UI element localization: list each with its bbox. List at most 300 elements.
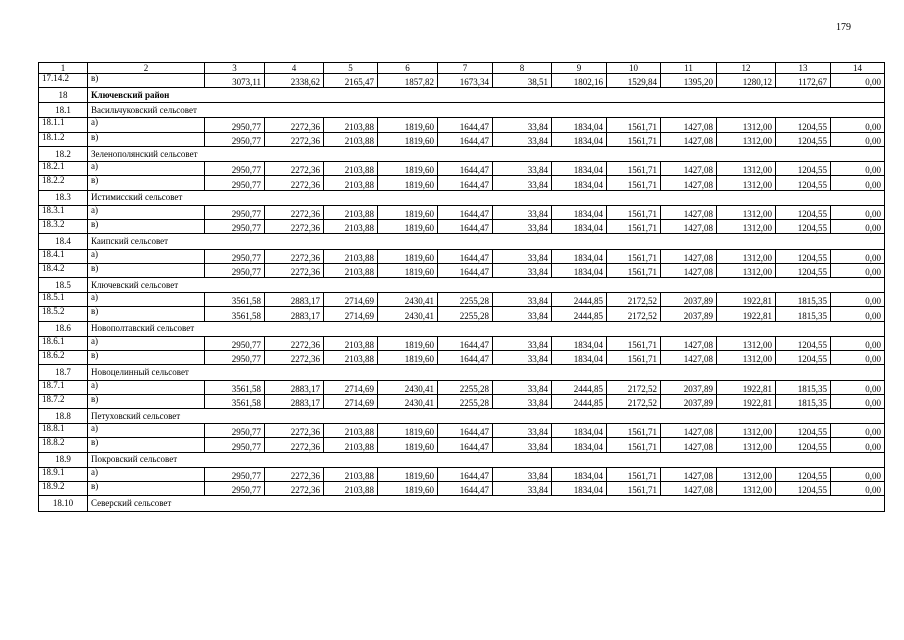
value-cell: 33,84 bbox=[493, 118, 552, 132]
table-row bbox=[39, 205, 885, 219]
value-cell: 1312,00 bbox=[717, 263, 776, 277]
value-cell: 2950,77 bbox=[205, 220, 265, 234]
value-cell: 1427,08 bbox=[661, 249, 717, 263]
value-cell: 1644,47 bbox=[438, 263, 493, 277]
value-cell: 2103,88 bbox=[324, 351, 378, 365]
value-cell: 2103,88 bbox=[324, 424, 378, 438]
table-row bbox=[39, 467, 885, 481]
row-code: 18.6.1 bbox=[39, 336, 88, 350]
value-cell: 0,00 bbox=[831, 205, 885, 219]
value-cell: 1673,34 bbox=[438, 74, 493, 88]
value-cell: 1834,04 bbox=[552, 176, 607, 190]
value-cell: 1312,00 bbox=[717, 482, 776, 496]
value-cell: 1644,47 bbox=[438, 438, 493, 452]
value-cell: 1312,00 bbox=[717, 336, 776, 350]
value-cell: 2103,88 bbox=[324, 467, 378, 481]
row-code: 18.7.2 bbox=[39, 394, 88, 408]
row-code: 18.3.1 bbox=[39, 205, 88, 219]
value-cell: 1819,60 bbox=[378, 351, 438, 365]
value-cell: 1312,00 bbox=[717, 132, 776, 146]
value-cell: 2950,77 bbox=[205, 162, 265, 176]
row-code: 18.8.2 bbox=[39, 438, 88, 452]
row-label: а) bbox=[88, 467, 205, 481]
page-number: 179 bbox=[836, 22, 851, 33]
council-title: Петуховский сельсовет bbox=[88, 408, 885, 423]
value-cell: 1427,08 bbox=[661, 336, 717, 350]
value-cell: 1857,82 bbox=[378, 74, 438, 88]
council-title: Новоцелинный сельсовет bbox=[88, 365, 885, 380]
value-cell: 2950,77 bbox=[205, 263, 265, 277]
value-cell: 1561,71 bbox=[607, 424, 661, 438]
value-cell: 3561,58 bbox=[205, 293, 265, 307]
value-cell: 33,84 bbox=[493, 220, 552, 234]
value-cell: 1815,35 bbox=[776, 293, 831, 307]
value-cell: 1427,08 bbox=[661, 118, 717, 132]
value-cell: 1561,71 bbox=[607, 336, 661, 350]
district-code: 18 bbox=[39, 88, 88, 103]
value-cell: 33,84 bbox=[493, 176, 552, 190]
column-number-header bbox=[39, 63, 885, 74]
value-cell: 33,84 bbox=[493, 438, 552, 452]
value-cell: 2950,77 bbox=[205, 482, 265, 496]
value-cell: 33,84 bbox=[493, 293, 552, 307]
value-cell: 1644,47 bbox=[438, 351, 493, 365]
value-cell: 1819,60 bbox=[378, 482, 438, 496]
council-row bbox=[39, 365, 885, 380]
value-cell: 0,00 bbox=[831, 132, 885, 146]
value-cell: 1529,84 bbox=[607, 74, 661, 88]
value-cell: 1204,55 bbox=[776, 351, 831, 365]
value-cell: 1204,55 bbox=[776, 118, 831, 132]
value-cell: 2103,88 bbox=[324, 176, 378, 190]
value-cell: 2950,77 bbox=[205, 424, 265, 438]
column-header: 1 bbox=[39, 63, 88, 74]
council-row bbox=[39, 146, 885, 161]
value-cell: 1819,60 bbox=[378, 467, 438, 481]
column-header: 6 bbox=[378, 63, 438, 74]
value-cell: 2444,85 bbox=[552, 293, 607, 307]
value-cell: 1834,04 bbox=[552, 205, 607, 219]
value-cell: 1427,08 bbox=[661, 205, 717, 219]
value-cell: 0,00 bbox=[831, 482, 885, 496]
row-label: а) bbox=[88, 118, 205, 132]
value-cell: 1172,67 bbox=[776, 74, 831, 88]
value-cell: 1561,71 bbox=[607, 438, 661, 452]
value-cell: 0,00 bbox=[831, 176, 885, 190]
value-cell: 1834,04 bbox=[552, 482, 607, 496]
value-cell: 2430,41 bbox=[378, 394, 438, 408]
value-cell: 2037,89 bbox=[661, 307, 717, 321]
table-row bbox=[39, 351, 885, 365]
value-cell: 1204,55 bbox=[776, 132, 831, 146]
value-cell: 1561,71 bbox=[607, 467, 661, 481]
value-cell: 33,84 bbox=[493, 263, 552, 277]
value-cell: 2950,77 bbox=[205, 176, 265, 190]
value-cell: 1312,00 bbox=[717, 424, 776, 438]
value-cell: 2714,69 bbox=[324, 307, 378, 321]
council-row bbox=[39, 277, 885, 292]
value-cell: 1312,00 bbox=[717, 467, 776, 481]
table-row bbox=[39, 394, 885, 408]
value-cell: 1819,60 bbox=[378, 249, 438, 263]
row-code: 18.1.1 bbox=[39, 118, 88, 132]
table-row bbox=[39, 482, 885, 496]
value-cell: 2255,28 bbox=[438, 307, 493, 321]
council-title: Каипский сельсовет bbox=[88, 234, 885, 249]
council-title: Покровский сельсовет bbox=[88, 452, 885, 467]
value-cell: 2255,28 bbox=[438, 380, 493, 394]
value-cell: 2272,36 bbox=[265, 118, 324, 132]
value-cell: 0,00 bbox=[831, 263, 885, 277]
value-cell: 1834,04 bbox=[552, 424, 607, 438]
row-label: а) bbox=[88, 205, 205, 219]
value-cell: 1427,08 bbox=[661, 482, 717, 496]
value-cell: 0,00 bbox=[831, 394, 885, 408]
row-label: в) bbox=[88, 351, 205, 365]
council-code: 18.3 bbox=[39, 190, 88, 205]
value-cell: 2430,41 bbox=[378, 293, 438, 307]
value-cell: 2714,69 bbox=[324, 380, 378, 394]
row-code: 18.3.2 bbox=[39, 220, 88, 234]
row-label: в) bbox=[88, 394, 205, 408]
table-row bbox=[39, 132, 885, 146]
value-cell: 1561,71 bbox=[607, 263, 661, 277]
value-cell: 2103,88 bbox=[324, 132, 378, 146]
row-label: в) bbox=[88, 263, 205, 277]
value-cell: 1395,20 bbox=[661, 74, 717, 88]
value-cell: 1204,55 bbox=[776, 467, 831, 481]
table-row bbox=[39, 220, 885, 234]
value-cell: 2883,17 bbox=[265, 394, 324, 408]
column-header: 3 bbox=[205, 63, 265, 74]
council-code: 18.5 bbox=[39, 277, 88, 292]
council-code: 18.8 bbox=[39, 408, 88, 423]
value-cell: 2255,28 bbox=[438, 394, 493, 408]
value-cell: 2950,77 bbox=[205, 118, 265, 132]
value-cell: 1644,47 bbox=[438, 482, 493, 496]
value-cell: 1819,60 bbox=[378, 220, 438, 234]
column-header: 11 bbox=[661, 63, 717, 74]
value-cell: 1561,71 bbox=[607, 118, 661, 132]
row-label: в) bbox=[88, 482, 205, 496]
table-row bbox=[39, 74, 885, 88]
value-cell: 1204,55 bbox=[776, 176, 831, 190]
column-header: 8 bbox=[493, 63, 552, 74]
value-cell: 33,84 bbox=[493, 424, 552, 438]
value-cell: 2103,88 bbox=[324, 162, 378, 176]
value-cell: 2272,36 bbox=[265, 220, 324, 234]
value-cell: 3073,11 bbox=[205, 74, 265, 88]
value-cell: 1815,35 bbox=[776, 307, 831, 321]
value-cell: 1834,04 bbox=[552, 263, 607, 277]
row-label: а) bbox=[88, 336, 205, 350]
column-header: 2 bbox=[88, 63, 205, 74]
value-cell: 2444,85 bbox=[552, 394, 607, 408]
value-cell: 1561,71 bbox=[607, 220, 661, 234]
value-cell: 2883,17 bbox=[265, 307, 324, 321]
value-cell: 1819,60 bbox=[378, 263, 438, 277]
council-code: 18.9 bbox=[39, 452, 88, 467]
row-code: 18.6.2 bbox=[39, 351, 88, 365]
council-code: 18.6 bbox=[39, 321, 88, 336]
value-cell: 2444,85 bbox=[552, 307, 607, 321]
value-cell: 0,00 bbox=[831, 424, 885, 438]
value-cell: 1819,60 bbox=[378, 205, 438, 219]
value-cell: 2714,69 bbox=[324, 394, 378, 408]
value-cell: 2950,77 bbox=[205, 205, 265, 219]
council-code: 18.2 bbox=[39, 146, 88, 161]
value-cell: 0,00 bbox=[831, 307, 885, 321]
value-cell: 2103,88 bbox=[324, 263, 378, 277]
row-label: а) bbox=[88, 293, 205, 307]
council-row bbox=[39, 234, 885, 249]
value-cell: 2272,36 bbox=[265, 336, 324, 350]
value-cell: 1834,04 bbox=[552, 467, 607, 481]
row-label: в) bbox=[88, 132, 205, 146]
value-cell: 2103,88 bbox=[324, 205, 378, 219]
table-row bbox=[39, 176, 885, 190]
value-cell: 1427,08 bbox=[661, 438, 717, 452]
council-title: Истимисский сельсовет bbox=[88, 190, 885, 205]
value-cell: 2272,36 bbox=[265, 467, 324, 481]
value-cell: 1204,55 bbox=[776, 424, 831, 438]
row-code: 18.9.1 bbox=[39, 467, 88, 481]
value-cell: 2103,88 bbox=[324, 249, 378, 263]
value-cell: 1427,08 bbox=[661, 132, 717, 146]
value-cell: 1644,47 bbox=[438, 162, 493, 176]
council-code: 18.4 bbox=[39, 234, 88, 249]
value-cell: 1819,60 bbox=[378, 336, 438, 350]
value-cell: 1312,00 bbox=[717, 249, 776, 263]
value-cell: 2037,89 bbox=[661, 394, 717, 408]
row-label: в) bbox=[88, 220, 205, 234]
value-cell: 0,00 bbox=[831, 380, 885, 394]
value-cell: 1834,04 bbox=[552, 132, 607, 146]
value-cell: 1312,00 bbox=[717, 205, 776, 219]
value-cell: 2172,52 bbox=[607, 293, 661, 307]
column-header: 14 bbox=[831, 63, 885, 74]
council-title: Новополтавский сельсовет bbox=[88, 321, 885, 336]
value-cell: 1834,04 bbox=[552, 249, 607, 263]
value-cell: 2272,36 bbox=[265, 351, 324, 365]
value-cell: 2103,88 bbox=[324, 118, 378, 132]
value-cell: 1819,60 bbox=[378, 438, 438, 452]
table-row bbox=[39, 118, 885, 132]
value-cell: 1644,47 bbox=[438, 424, 493, 438]
value-cell: 1204,55 bbox=[776, 205, 831, 219]
table-row bbox=[39, 293, 885, 307]
column-header: 12 bbox=[717, 63, 776, 74]
value-cell: 1644,47 bbox=[438, 220, 493, 234]
value-cell: 1644,47 bbox=[438, 205, 493, 219]
value-cell: 1819,60 bbox=[378, 118, 438, 132]
value-cell: 3561,58 bbox=[205, 307, 265, 321]
value-cell: 1280,12 bbox=[717, 74, 776, 88]
value-cell: 33,84 bbox=[493, 132, 552, 146]
value-cell: 1204,55 bbox=[776, 162, 831, 176]
value-cell: 1204,55 bbox=[776, 482, 831, 496]
value-cell: 2950,77 bbox=[205, 438, 265, 452]
row-label: а) bbox=[88, 162, 205, 176]
value-cell: 1427,08 bbox=[661, 176, 717, 190]
value-cell: 1644,47 bbox=[438, 249, 493, 263]
value-cell: 1561,71 bbox=[607, 351, 661, 365]
row-label: в) bbox=[88, 438, 205, 452]
value-cell: 2172,52 bbox=[607, 380, 661, 394]
value-cell: 2430,41 bbox=[378, 380, 438, 394]
value-cell: 2272,36 bbox=[265, 249, 324, 263]
value-cell: 1922,81 bbox=[717, 293, 776, 307]
value-cell: 1204,55 bbox=[776, 220, 831, 234]
value-cell: 1312,00 bbox=[717, 351, 776, 365]
value-cell: 2037,89 bbox=[661, 293, 717, 307]
council-row bbox=[39, 496, 885, 511]
value-cell: 1819,60 bbox=[378, 424, 438, 438]
row-code: 18.4.1 bbox=[39, 249, 88, 263]
value-cell: 1644,47 bbox=[438, 336, 493, 350]
value-cell: 1561,71 bbox=[607, 205, 661, 219]
value-cell: 1204,55 bbox=[776, 249, 831, 263]
value-cell: 1427,08 bbox=[661, 467, 717, 481]
value-cell: 1819,60 bbox=[378, 162, 438, 176]
council-row bbox=[39, 103, 885, 118]
value-cell: 1834,04 bbox=[552, 351, 607, 365]
value-cell: 0,00 bbox=[831, 438, 885, 452]
value-cell: 2103,88 bbox=[324, 438, 378, 452]
table-row bbox=[39, 263, 885, 277]
council-row bbox=[39, 408, 885, 423]
value-cell: 33,84 bbox=[493, 307, 552, 321]
value-cell: 0,00 bbox=[831, 74, 885, 88]
value-cell: 2950,77 bbox=[205, 132, 265, 146]
value-cell: 2950,77 bbox=[205, 351, 265, 365]
table-row bbox=[39, 438, 885, 452]
council-title: Зеленополянский сельсовет bbox=[88, 146, 885, 161]
column-header: 4 bbox=[265, 63, 324, 74]
value-cell: 2103,88 bbox=[324, 336, 378, 350]
row-code: 18.5.1 bbox=[39, 293, 88, 307]
table-row bbox=[39, 162, 885, 176]
value-cell: 2430,41 bbox=[378, 307, 438, 321]
value-cell: 33,84 bbox=[493, 482, 552, 496]
value-cell: 33,84 bbox=[493, 249, 552, 263]
row-code: 18.7.1 bbox=[39, 380, 88, 394]
council-row bbox=[39, 321, 885, 336]
value-cell: 3561,58 bbox=[205, 380, 265, 394]
table-row bbox=[39, 336, 885, 350]
row-code: 17.14.2 bbox=[39, 74, 88, 88]
value-cell: 1427,08 bbox=[661, 424, 717, 438]
row-label: в) bbox=[88, 74, 205, 88]
row-label: в) bbox=[88, 176, 205, 190]
value-cell: 2172,52 bbox=[607, 307, 661, 321]
column-header: 7 bbox=[438, 63, 493, 74]
value-cell: 0,00 bbox=[831, 118, 885, 132]
value-cell: 1802,16 bbox=[552, 74, 607, 88]
value-cell: 1834,04 bbox=[552, 336, 607, 350]
value-cell: 1815,35 bbox=[776, 394, 831, 408]
table-row bbox=[39, 424, 885, 438]
value-cell: 2165,47 bbox=[324, 74, 378, 88]
value-cell: 2950,77 bbox=[205, 249, 265, 263]
value-cell: 1819,60 bbox=[378, 132, 438, 146]
value-cell: 2272,36 bbox=[265, 176, 324, 190]
value-cell: 1644,47 bbox=[438, 132, 493, 146]
value-cell: 33,84 bbox=[493, 467, 552, 481]
value-cell: 1427,08 bbox=[661, 351, 717, 365]
row-code: 18.5.2 bbox=[39, 307, 88, 321]
value-cell: 1204,55 bbox=[776, 263, 831, 277]
value-cell: 2272,36 bbox=[265, 132, 324, 146]
value-cell: 1427,08 bbox=[661, 162, 717, 176]
value-cell: 1834,04 bbox=[552, 118, 607, 132]
value-cell: 2272,36 bbox=[265, 482, 324, 496]
row-label: в) bbox=[88, 307, 205, 321]
value-cell: 1204,55 bbox=[776, 336, 831, 350]
table-body bbox=[39, 63, 885, 512]
value-cell: 2255,28 bbox=[438, 293, 493, 307]
value-cell: 2037,89 bbox=[661, 380, 717, 394]
value-cell: 1922,81 bbox=[717, 307, 776, 321]
value-cell: 1312,00 bbox=[717, 118, 776, 132]
value-cell: 2272,36 bbox=[265, 263, 324, 277]
value-cell: 0,00 bbox=[831, 467, 885, 481]
row-code: 18.8.1 bbox=[39, 424, 88, 438]
value-cell: 0,00 bbox=[831, 293, 885, 307]
row-code: 18.9.2 bbox=[39, 482, 88, 496]
column-header: 10 bbox=[607, 63, 661, 74]
value-cell: 33,84 bbox=[493, 162, 552, 176]
value-cell: 1427,08 bbox=[661, 220, 717, 234]
council-code: 18.10 bbox=[39, 496, 88, 511]
value-cell: 0,00 bbox=[831, 249, 885, 263]
value-cell: 1644,47 bbox=[438, 176, 493, 190]
council-title: Ключевский сельсовет bbox=[88, 277, 885, 292]
value-cell: 1644,47 bbox=[438, 467, 493, 481]
value-cell: 3561,58 bbox=[205, 394, 265, 408]
row-label: а) bbox=[88, 249, 205, 263]
value-cell: 2272,36 bbox=[265, 205, 324, 219]
value-cell: 2883,17 bbox=[265, 293, 324, 307]
council-row bbox=[39, 190, 885, 205]
value-cell: 1834,04 bbox=[552, 162, 607, 176]
value-cell: 1819,60 bbox=[378, 176, 438, 190]
value-cell: 1561,71 bbox=[607, 176, 661, 190]
value-cell: 2714,69 bbox=[324, 293, 378, 307]
council-code: 18.7 bbox=[39, 365, 88, 380]
value-cell: 1834,04 bbox=[552, 220, 607, 234]
value-cell: 33,84 bbox=[493, 394, 552, 408]
value-cell: 33,84 bbox=[493, 205, 552, 219]
value-cell: 1312,00 bbox=[717, 220, 776, 234]
table-row bbox=[39, 249, 885, 263]
column-header: 5 bbox=[324, 63, 378, 74]
value-cell: 2172,52 bbox=[607, 394, 661, 408]
row-code: 18.2.2 bbox=[39, 176, 88, 190]
council-code: 18.1 bbox=[39, 103, 88, 118]
value-cell: 1561,71 bbox=[607, 132, 661, 146]
value-cell: 1427,08 bbox=[661, 263, 717, 277]
column-header: 9 bbox=[552, 63, 607, 74]
value-cell: 1312,00 bbox=[717, 162, 776, 176]
value-cell: 1922,81 bbox=[717, 380, 776, 394]
value-cell: 0,00 bbox=[831, 162, 885, 176]
value-cell: 2272,36 bbox=[265, 424, 324, 438]
value-cell: 33,84 bbox=[493, 336, 552, 350]
value-cell: 2272,36 bbox=[265, 438, 324, 452]
value-cell: 2444,85 bbox=[552, 380, 607, 394]
value-cell: 0,00 bbox=[831, 336, 885, 350]
